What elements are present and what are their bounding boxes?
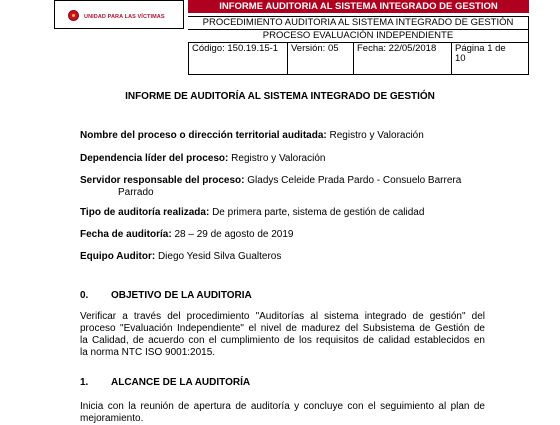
field-audit-team-label: Equipo Auditor: xyxy=(80,251,156,262)
section-0-line: Verificar a través del procedimiento "Auditorías al sistema integrado de gestión" del xyxy=(80,311,485,322)
field-audit-team xyxy=(80,251,281,263)
field-audit-date-value: 28 – 29 de agosto de 2019 xyxy=(174,229,294,240)
field-server-label: Servidor responsable del proceso: xyxy=(80,175,245,186)
section-0-line: la norma NTC ISO 9001:2015. xyxy=(80,347,216,358)
field-process xyxy=(80,130,424,142)
field-server-value-line2: Parrado xyxy=(118,187,154,198)
field-server xyxy=(80,175,461,187)
header-page-number xyxy=(452,42,529,75)
section-0-title: OBJETIVO DE LA AUDITORIA xyxy=(111,290,252,301)
header-code: Código: 150.19.15-1 xyxy=(188,42,288,75)
field-server-value-line1: Gladys Celeide Prada Pardo - Consuelo Barrera xyxy=(247,175,462,186)
header-process-name: PROCESO EVALUACIÓN INDEPENDIENTE xyxy=(188,29,529,42)
field-server-cont xyxy=(118,187,154,199)
document-header-table xyxy=(54,0,529,75)
header-procedure-name: PROCEDIMIENTO AUDITORIA AL SISTEMA INTEGRADO DE GESTIÓN xyxy=(188,16,529,29)
page-number-line1: Página 1 de xyxy=(455,43,506,54)
field-audit-type-value: De primera parte, sistema de gestión de calidad xyxy=(212,207,425,218)
field-audit-date xyxy=(80,229,293,241)
field-audit-type xyxy=(80,207,424,219)
logo-emblem-icon xyxy=(68,10,79,21)
page-number-line2: 10 xyxy=(455,53,466,64)
field-audit-type-label: Tipo de auditoría realizada: xyxy=(80,207,210,218)
section-1-paragraph xyxy=(80,401,485,425)
logo-text: UNIDAD PARA LAS VÍCTIMAS xyxy=(84,14,165,20)
header-version: Versión: 05 xyxy=(288,42,354,75)
section-1-heading xyxy=(80,377,250,388)
section-0-number: 0. xyxy=(80,290,89,301)
header-report-name: INFORME AUDITORIA AL SISTEMA INTEGRADO DE GESTION xyxy=(188,0,529,13)
field-dependency xyxy=(80,153,325,165)
field-dependency-label: Dependencia líder del proceso: xyxy=(80,153,229,164)
section-0-line: la Calidad, de acuerdo con el cumplimiento de los requisitos de calidad establecidos en xyxy=(80,335,485,346)
section-1-line: Inicia con la reunión de apertura de auditoría y concluye con el seguimiento al plan de xyxy=(80,401,485,412)
section-0-line: proceso "Evaluación Independiente" el nivel de madurez del Subsistema de Gestión de xyxy=(80,323,485,334)
section-1-line: mejoramiento. xyxy=(80,413,144,424)
logo-cell xyxy=(54,0,184,29)
field-audit-date-label: Fecha de auditoría: xyxy=(80,229,172,240)
section-0-heading xyxy=(80,290,252,301)
field-audit-team-value: Diego Yesid Silva Gualteros xyxy=(157,251,282,262)
section-0-paragraph xyxy=(80,311,485,359)
field-process-label: Nombre del proceso o dirección territorial auditada: xyxy=(80,130,327,141)
header-date: Fecha: 22/05/2018 xyxy=(354,42,452,75)
section-1-title: ALCANCE DE LA AUDITORÍA xyxy=(111,377,251,388)
field-dependency-value: Registro y Valoración xyxy=(231,153,326,164)
field-process-value: Registro y Valoración xyxy=(329,130,424,141)
report-title: INFORME DE AUDITORÍA AL SISTEMA INTEGRADO DE GESTIÓN xyxy=(125,91,435,102)
section-1-number: 1. xyxy=(80,377,89,388)
